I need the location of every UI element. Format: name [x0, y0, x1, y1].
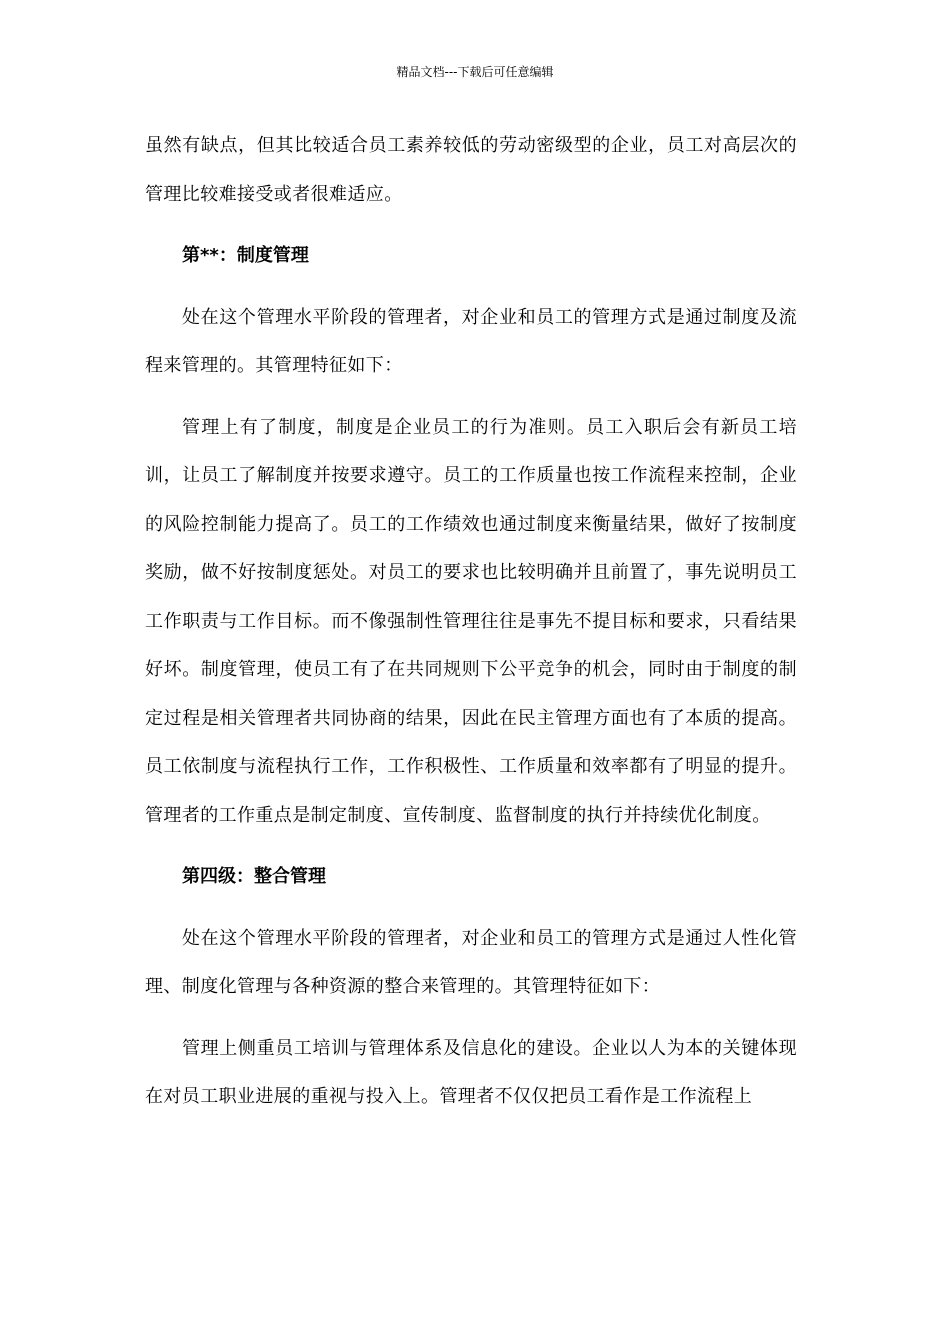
section-heading-level-3: 第**：制度管理 — [182, 245, 309, 266]
paragraph-2: 处在这个管理水平阶段的管理者，对企业和员工的管理方式是通过制度及流程来管理的。其管理特征如下： — [145, 306, 797, 376]
section-heading-level-4: 第四级：整合管理 — [182, 866, 326, 887]
paragraph-5: 管理上侧重员工培训与管理体系及信息化的建设。企业以人为本的关键体现在对员工职业进展的重视与投入上。管理者不仅仅把员工看作是工作流程上 — [145, 1037, 797, 1107]
page-header: 精品文档---下载后可任意编辑 — [396, 65, 554, 79]
document-body — [145, 122, 797, 1122]
paragraph-1: 虽然有缺点，但其比较适合员工素养较低的劳动密级型的企业，员工对高层次的管理比较难接受或者很难适应。 — [145, 135, 797, 205]
paragraph-3: 管理上有了制度，制度是企业员工的行为准则。员工入职后会有新员工培训，让员工了解制度并按要求遵守。员工的工作质量也按工作流程来控制，企业的风险控制能力提高了。员工的工作绩效也通过制度来衡量结果，做好了按制度奖励，做不好按制度惩处。对员工的要求也比较明确并且前置了，事先说明员工工作职责与工作目标。而不像强制性管理往往是事先不提目标和要求，只看结果好坏。制度管理，使员工有了在共同规则下公平竞争的机会，同时由于制度的制定过程是相关管理者共同协商的结果，因此在民主管理方面也有了本质的提高。员工依制度与流程执行工作，工作积极性、工作质量和效率都有了明显的提升。管理者的工作重点是制定制度、宣传制度、监督制度的执行并持续优化制度。 — [145, 416, 797, 826]
paragraph-4: 处在这个管理水平阶段的管理者，对企业和员工的管理方式是通过人性化管理、制度化管理与各种资源的整合来管理的。其管理特征如下： — [145, 927, 797, 997]
